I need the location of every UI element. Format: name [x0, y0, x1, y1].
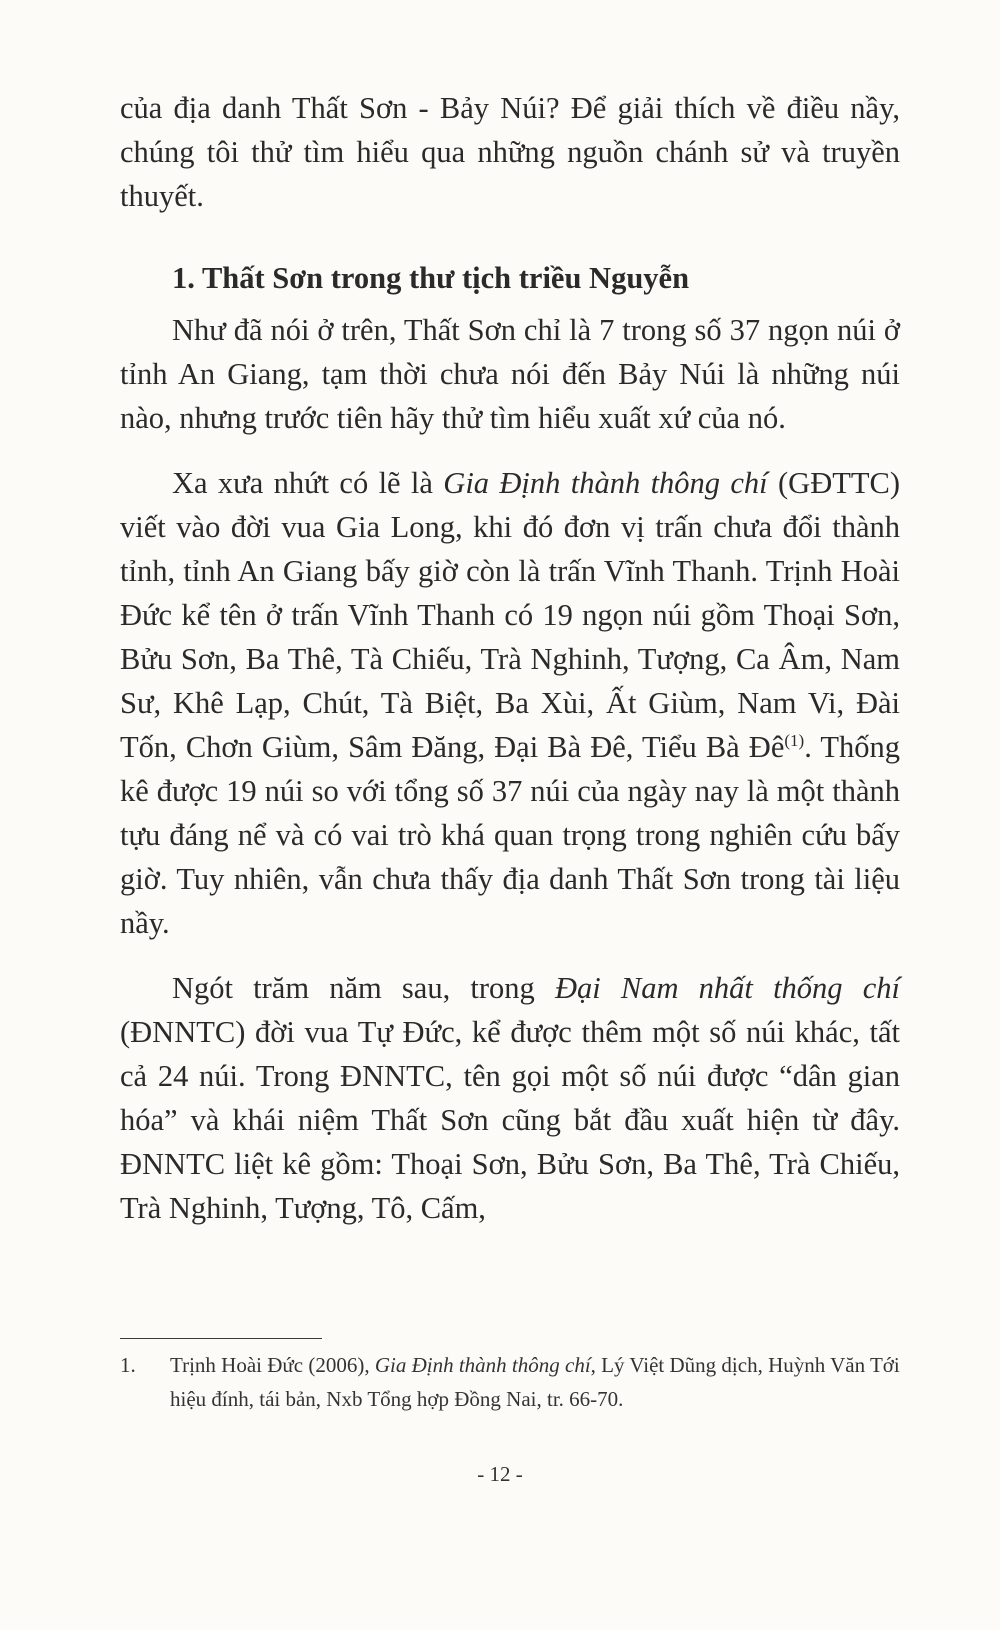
paragraph-2: Như đã nói ở trên, Thất Sơn chỉ là 7 trong số 37 ngọn núi ở tỉnh An Giang, tạm thời chưa nói đến Bảy Núi là những núi nào, nhưng trước tiên hãy thử tìm hiểu xuất xứ của nó.	[120, 313, 900, 435]
book-title-gdttc: Gia Định thành thông chí	[443, 466, 768, 500]
footnote-divider	[120, 1338, 322, 1339]
paragraph-3-tail: . Thống kê được 19 núi so với tổng số 37 núi của ngày nay là một thành tựu đáng nể và có vai trò khá quan trọng trong nghiên cứu bấy giờ. Tuy nhiên, vẫn chưa thấy địa danh Thất Sơn trong tài liệu nầy.	[120, 730, 900, 940]
paragraph-4-body: (ĐNNTC) đời vua Tự Đức, kể được thêm một số núi khác, tất cả 24 núi. Trong ĐNNTC, tên gọi một số núi được “dân gian hóa” và khái niệm Thất Sơn cũng bắt đầu xuất hiện từ đây. ĐNNTC liệt kê gồm: Thoại Sơn, Bửu Sơn, Ba Thê, Trà Chiếu, Trà Nghinh, Tượng, Tô, Cấm,	[120, 1015, 900, 1225]
spacer	[120, 218, 900, 256]
footnote	[120, 1348, 900, 1416]
footnote-text	[170, 1348, 900, 1416]
spacer	[120, 440, 900, 461]
section-heading: 1. Thất Sơn trong thư tịch triều Nguyễn	[172, 261, 690, 295]
footnote-number: 1.	[120, 1353, 136, 1377]
paragraph-3-lead: Xa xưa nhứt có lẽ là	[172, 466, 444, 500]
footnote-reference[interactable]: (1)	[784, 730, 805, 750]
footnote-lead: Trịnh Hoài Đức (2006),	[170, 1353, 375, 1377]
paragraph-3	[120, 461, 900, 945]
page-number: - 12 -	[477, 1462, 523, 1486]
main-text	[120, 86, 900, 1230]
spacer	[120, 945, 900, 966]
opening-paragraph: của địa danh Thất Sơn - Bảy Núi? Để giải thích về điều nầy, chúng tôi thử tìm hiểu qua những nguồn chánh sử và truyền thuyết.	[120, 91, 900, 213]
footnote-rest: , Lý Việt Dũng dịch, Huỳnh Văn Tới hiệu đính, tái bản, Nxb Tổng hợp Đồng Nai, tr. 66-70.	[170, 1353, 900, 1411]
paragraph-4-lead: Ngót trăm năm sau, trong	[172, 971, 555, 1005]
footnote-book-title: Gia Định thành thông chí	[374, 1353, 591, 1377]
paragraph-4	[120, 966, 900, 1230]
book-title-dnntc: Đại Nam nhất thống chí	[554, 971, 900, 1005]
paragraph-3-body: (GĐTTC) viết vào đời vua Gia Long, khi đó đơn vị trấn chưa đổi thành tỉnh, tỉnh An Giang bấy giờ còn là trấn Vĩnh Thanh. Trịnh Hoài Đức kể tên ở trấn Vĩnh Thanh có 19 ngọn núi gồm Thoại Sơn, Bửu Sơn, Ba Thê, Tà Chiếu, Trà Nghinh, Tượng, Ca Âm, Nam Sư, Khê Lạp, Chút, Tà Biệt, Ba Xùi, Ất Giùm, Nam Vi, Đài Tốn, Chơn Giùm, Sâm Đăng, Đại Bà Đê, Tiểu Bà Đê	[120, 466, 900, 764]
